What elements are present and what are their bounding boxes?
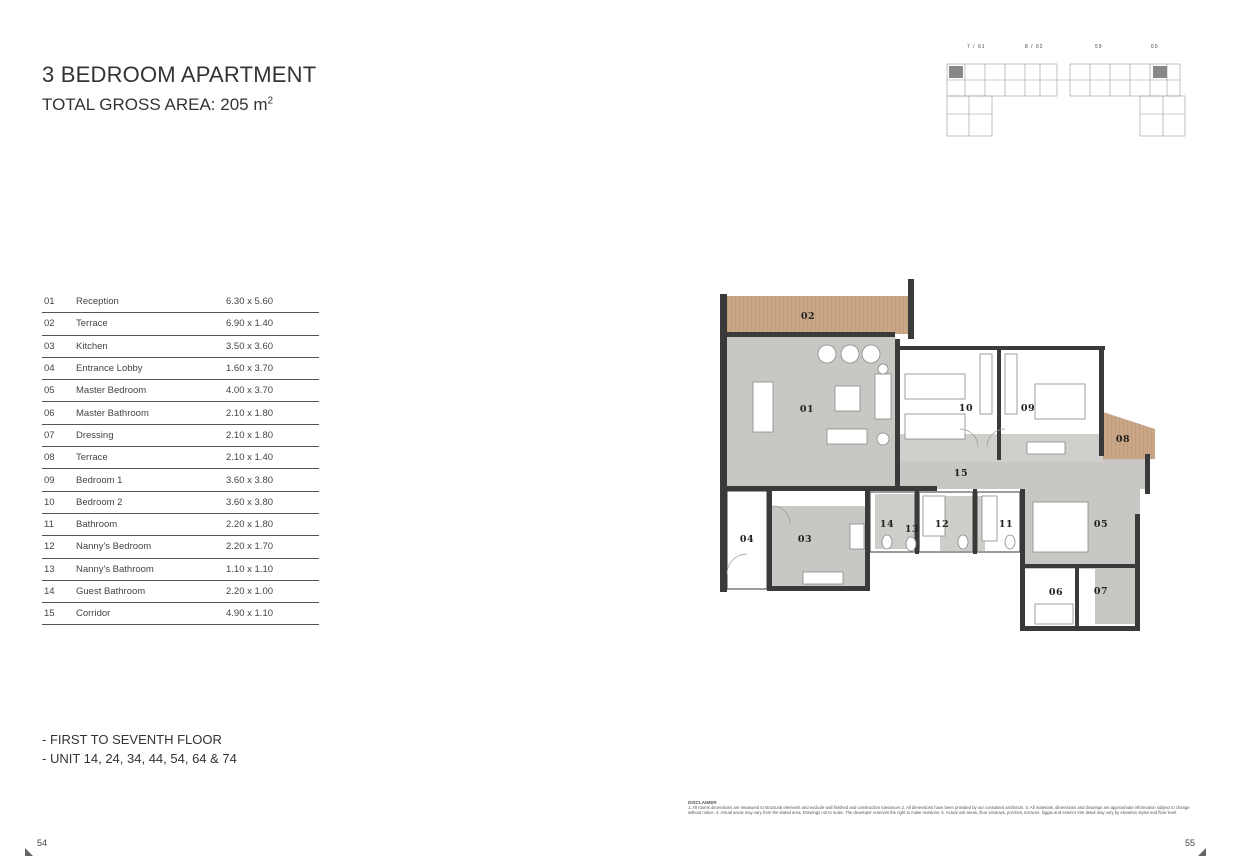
room-label-02: 02 <box>800 311 816 322</box>
room-label-13: 13 <box>904 524 920 535</box>
room-name: Bathroom <box>76 513 226 535</box>
room-number: 15 <box>42 603 76 625</box>
room-label-11: 11 <box>998 519 1014 530</box>
room-dimensions: 1.10 x 1.10 <box>226 558 319 580</box>
room-label-04: 04 <box>739 534 755 545</box>
key-plan-highlight <box>1153 66 1167 78</box>
room-dimensions: 3.60 x 3.80 <box>226 469 319 491</box>
room-name: Bedroom 1 <box>76 469 226 491</box>
room-dimensions: 3.60 x 3.80 <box>226 491 319 513</box>
room-name: Kitchen <box>76 335 226 357</box>
area-unit: m <box>253 95 268 114</box>
room-dimensions: 2.20 x 1.70 <box>226 536 319 558</box>
key-plan-label: 60 <box>1151 44 1159 50</box>
room-name: Entrance Lobby <box>76 357 226 379</box>
room-label-07: 07 <box>1093 586 1109 597</box>
room-label-10: 10 <box>958 403 974 414</box>
key-plan <box>945 44 1190 139</box>
room-label-09: 09 <box>1020 403 1036 414</box>
room-row <box>42 603 319 625</box>
room-number: 09 <box>42 469 76 491</box>
room-label-14: 14 <box>879 519 895 530</box>
room-row <box>42 513 319 535</box>
room-row <box>42 491 319 513</box>
unit-list-note: - UNIT 14, 24, 34, 44, 54, 64 & 74 <box>42 751 237 766</box>
room-name: Dressing <box>76 424 226 446</box>
area-label: TOTAL GROSS AREA: 205 <box>42 95 249 114</box>
room-number: 12 <box>42 536 76 558</box>
room-dimensions: 2.10 x 1.80 <box>226 424 319 446</box>
disclaimer-text: 1. All rooms dimensions are measured to structural elements and exclude wall finished and construction tolerances 2. All dimensions have been provided by our consultant architects. 3. All materials, dimensions and drawings are approximate information subject to change without notice. 4. Actual areas may vary from the stated area, Drawings not to scale. The developer reserves the right to make revisions. 5. Actual unit areas, floor windows, porches, terraces, loggia and exterior trim detail may vary by elevation styles and floor level. <box>688 805 1190 816</box>
room-row <box>42 291 319 313</box>
room-dimensions: 2.20 x 1.00 <box>226 580 319 602</box>
room-number: 10 <box>42 491 76 513</box>
room-row <box>42 380 319 402</box>
area-unit-sup: 2 <box>267 95 274 107</box>
room-name: Corridor <box>76 603 226 625</box>
room-name: Nanny's Bedroom <box>76 536 226 558</box>
room-dimensions: 1.60 x 3.70 <box>226 357 319 379</box>
room-number: 02 <box>42 313 76 335</box>
disclaimer-heading: DISCLAIMER <box>688 800 717 805</box>
room-number: 05 <box>42 380 76 402</box>
room-name: Reception <box>76 291 226 313</box>
room-row <box>42 469 319 491</box>
room-name: Master Bedroom <box>76 380 226 402</box>
room-number: 11 <box>42 513 76 535</box>
key-plan-label: 8 / 62 <box>1025 44 1044 50</box>
total-gross-area <box>42 95 273 115</box>
floor-plan-drawing <box>715 274 1170 634</box>
room-number: 01 <box>42 291 76 313</box>
room-number: 07 <box>42 424 76 446</box>
room-dimensions: 6.30 x 5.60 <box>226 291 319 313</box>
room-name: Terrace <box>76 313 226 335</box>
floor-plan <box>715 274 1170 634</box>
room-label-08: 08 <box>1115 434 1131 445</box>
page-corner-marker-right <box>1198 848 1206 856</box>
room-label-03: 03 <box>797 534 813 545</box>
room-dimensions: 6.90 x 1.40 <box>226 313 319 335</box>
terrace-02-floor <box>725 296 910 334</box>
room-name: Guest Bathroom <box>76 580 226 602</box>
room-label-12: 12 <box>934 519 950 530</box>
room-schedule-table <box>42 291 319 625</box>
key-plan-drawing <box>945 44 1190 139</box>
room-row <box>42 447 319 469</box>
key-plan-label: 7 / 61 <box>967 44 986 50</box>
page-number-left: 54 <box>37 838 48 848</box>
key-plan-label: 59 <box>1095 44 1103 50</box>
page-title: 3 BEDROOM APARTMENT <box>42 62 317 87</box>
room-label-01: 01 <box>799 404 815 415</box>
key-plan-highlight <box>949 66 963 78</box>
room-number: 06 <box>42 402 76 424</box>
room-label-15: 15 <box>953 468 969 479</box>
corridor-floor <box>895 459 1145 489</box>
room-dimensions: 4.00 x 3.70 <box>226 380 319 402</box>
disclaimer <box>688 800 1193 816</box>
room-label-05: 05 <box>1093 519 1109 530</box>
room-label-06: 06 <box>1048 587 1064 598</box>
room-dimensions: 2.10 x 1.80 <box>226 402 319 424</box>
room-dimensions: 3.50 x 3.60 <box>226 335 319 357</box>
room-number: 14 <box>42 580 76 602</box>
room-row <box>42 424 319 446</box>
room-dimensions: 2.10 x 1.40 <box>226 447 319 469</box>
room-row <box>42 335 319 357</box>
page-corner-marker-left <box>25 848 33 856</box>
room-row <box>42 402 319 424</box>
room-row <box>42 536 319 558</box>
room-name: Bedroom 2 <box>76 491 226 513</box>
room-row <box>42 313 319 335</box>
floor-notes <box>42 732 237 770</box>
floor-range-note: - FIRST TO SEVENTH FLOOR <box>42 732 222 747</box>
room-row <box>42 558 319 580</box>
room-dimensions: 2.20 x 1.80 <box>226 513 319 535</box>
room-number: 04 <box>42 357 76 379</box>
room-number: 13 <box>42 558 76 580</box>
room-dimensions: 4.90 x 1.10 <box>226 603 319 625</box>
room-name: Master Bathroom <box>76 402 226 424</box>
room-name: Nanny's Bathroom <box>76 558 226 580</box>
room-schedule-body <box>42 291 319 625</box>
room-name: Terrace <box>76 447 226 469</box>
room-number: 08 <box>42 447 76 469</box>
room-row <box>42 357 319 379</box>
room-number: 03 <box>42 335 76 357</box>
page-number-right: 55 <box>1185 838 1196 848</box>
room-row <box>42 580 319 602</box>
